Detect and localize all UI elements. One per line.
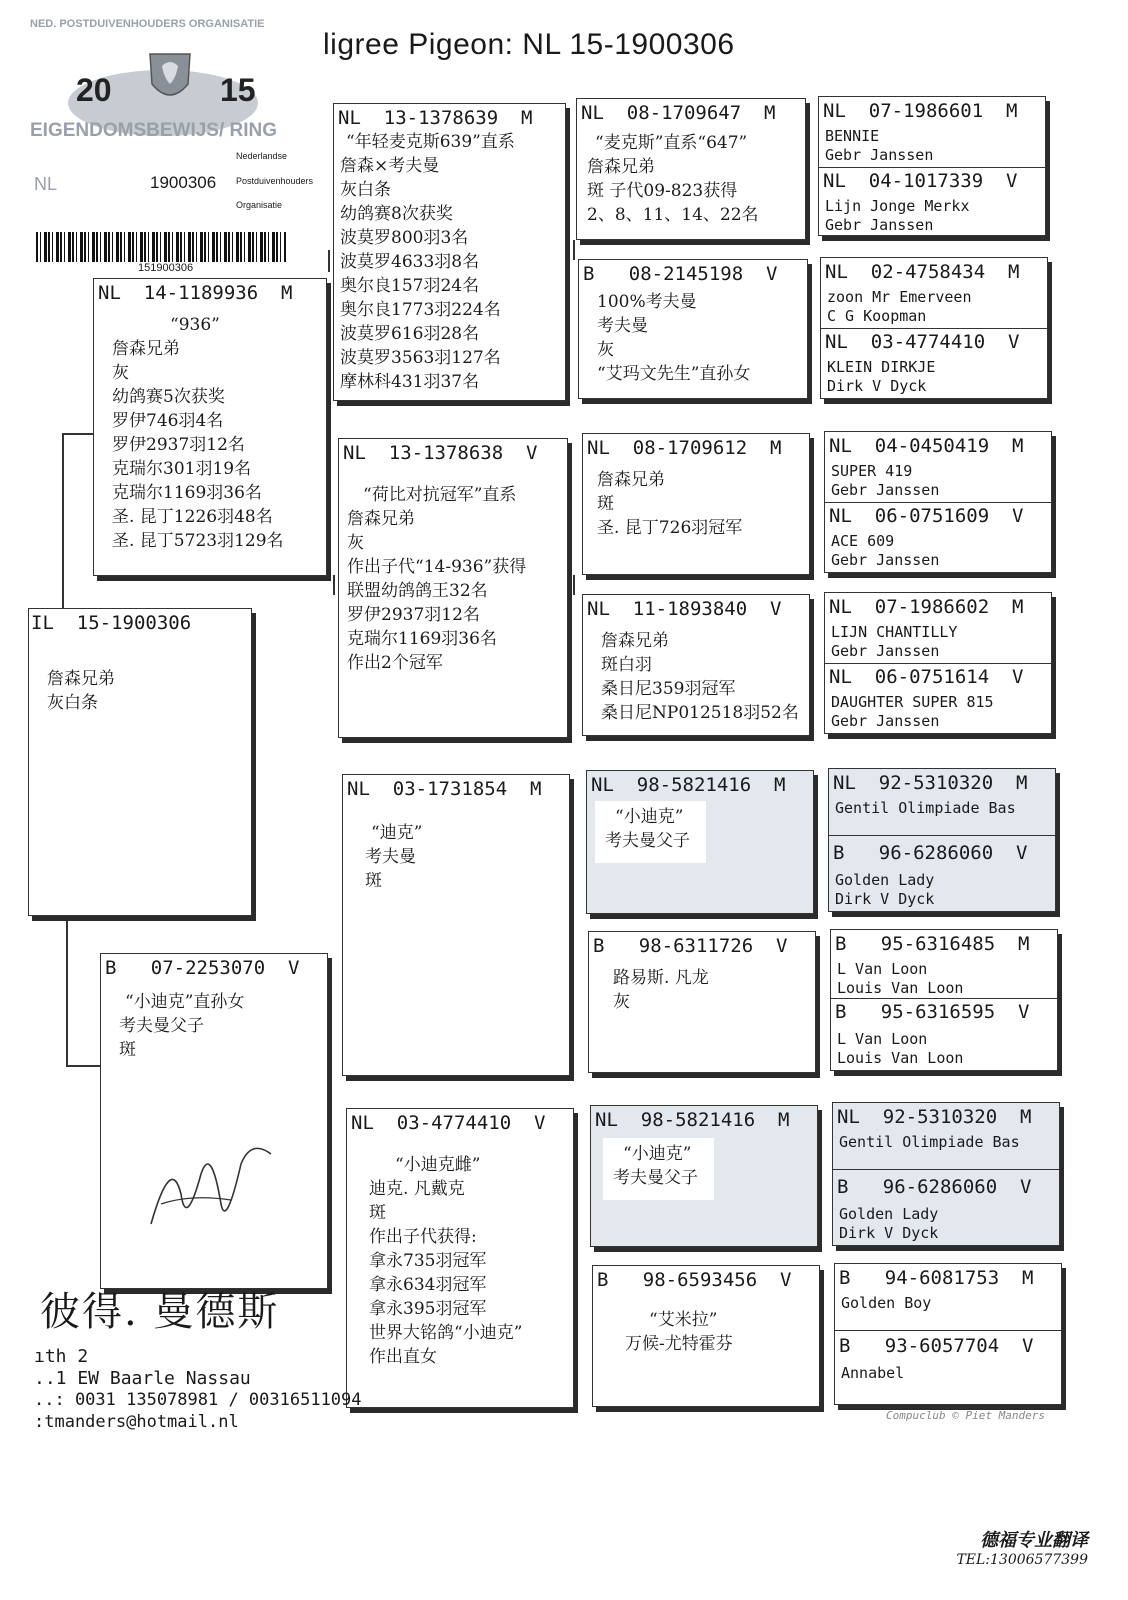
info-line: 作出子代“14-936”获得 bbox=[347, 557, 527, 577]
info-line: “艾玛文先生”直孙女 bbox=[597, 364, 751, 384]
translator-stamp bbox=[956, 1526, 1088, 1568]
ring-id: NL 11-1893840 V bbox=[587, 598, 782, 620]
stamp-brand: 德福专业翻译 bbox=[980, 1530, 1088, 1551]
info-line: “936” bbox=[170, 315, 220, 335]
pigeon-box-main bbox=[28, 608, 252, 916]
ring-id: B 07-2253070 V bbox=[105, 957, 300, 979]
info-line: 詹森兄弟 bbox=[47, 669, 115, 689]
ring-label: EIGENDOMSBEWIJS/ RING bbox=[30, 120, 278, 141]
pigeon-box-sire-dam bbox=[338, 438, 568, 738]
ring-id: NL 98-5821416 M bbox=[595, 1109, 790, 1131]
info-line: “小迪克”直孙女 bbox=[125, 992, 245, 1012]
pigeon-box-sds bbox=[582, 433, 810, 575]
ancestor-pair-4 bbox=[824, 592, 1052, 734]
connector bbox=[573, 240, 575, 260]
owner-phone: ..: 0031 135078981 / 00316511094 bbox=[34, 1390, 362, 1410]
connector bbox=[62, 433, 64, 608]
pigeon-box-dds bbox=[590, 1105, 818, 1247]
connector bbox=[328, 250, 330, 272]
ring-org-line-3: Organisatie bbox=[236, 200, 283, 210]
info-line: 考夫曼父子 bbox=[119, 1016, 204, 1036]
pigeon-box-sss bbox=[576, 98, 806, 240]
info-line: 桑日尼359羽冠军 bbox=[601, 679, 736, 699]
ring-certificate bbox=[30, 18, 314, 276]
connector bbox=[333, 575, 335, 595]
ring-id: NL 03-4774410 V bbox=[825, 331, 1020, 353]
ancestor-pair-8 bbox=[834, 1263, 1062, 1405]
info-line: 路易斯. 凡龙 bbox=[613, 968, 709, 988]
ring-id: NL 04-1017339 V bbox=[823, 170, 1018, 192]
info-line: 罗伊2937羽12名 bbox=[112, 435, 245, 455]
info-line: Dirk V Dyck bbox=[839, 1224, 939, 1242]
info-line: 拿永735羽冠军 bbox=[369, 1251, 487, 1271]
info-line: 联盟幼鸽鸽王32名 bbox=[347, 581, 488, 601]
info-line: Gentil Olimpiade Bas bbox=[839, 1133, 1020, 1151]
info-line: 迪克. 凡戴克 bbox=[369, 1179, 465, 1199]
signature-icon bbox=[131, 1134, 281, 1244]
ring-id: IL 15-1900306 bbox=[31, 612, 192, 634]
info-line: 罗伊746羽4名 bbox=[112, 411, 224, 431]
info-line: 考夫曼父子 bbox=[613, 1168, 698, 1188]
info-line: 拿永634羽冠军 bbox=[369, 1275, 487, 1295]
ring-number: 1900306 bbox=[150, 173, 217, 192]
info-line: “麦克斯”直系“647” bbox=[595, 133, 748, 153]
info-line: 詹森兄弟 bbox=[597, 470, 665, 490]
info-line: 詹森兄弟 bbox=[601, 631, 669, 651]
ring-id: NL 08-1709647 M bbox=[581, 102, 776, 124]
info-line: Louis Van Loon bbox=[837, 1049, 964, 1067]
stamp-tel: TEL:13006577399 bbox=[956, 1552, 1088, 1568]
info-line: 考夫曼 bbox=[365, 847, 416, 867]
info-line: L Van Loon bbox=[837, 1030, 928, 1048]
ancestor-pair-7 bbox=[832, 1102, 1060, 1246]
info-line: 斑 bbox=[369, 1203, 386, 1223]
ring-id: NL 08-1709612 M bbox=[587, 437, 782, 459]
ring-id: NL 03-1731854 M bbox=[347, 778, 542, 800]
info-line: 考夫曼父子 bbox=[605, 831, 690, 851]
ring-id: NL 07-1986602 M bbox=[829, 596, 1024, 618]
info-line: 作出子代获得: bbox=[369, 1227, 477, 1247]
ring-id: NL 06-0751609 V bbox=[829, 505, 1024, 527]
info-line: Gebr Janssen bbox=[831, 642, 940, 660]
info-line: C G Koopman bbox=[827, 307, 927, 325]
info-line: 斑 子代09-823获得 bbox=[587, 181, 738, 201]
owner-email: :tmanders@hotmail.nl bbox=[34, 1412, 239, 1432]
ring-id: B 93-6057704 V bbox=[839, 1335, 1034, 1357]
ancestor-pair-2 bbox=[820, 257, 1048, 399]
info-line: 灰白条 bbox=[340, 180, 391, 200]
info-line: 罗伊2937羽12名 bbox=[347, 605, 480, 625]
info-line: Gebr Janssen bbox=[831, 551, 940, 569]
info-line: 圣. 昆丁1226羽48名 bbox=[112, 507, 273, 527]
ring-id: B 96-6286060 V bbox=[837, 1176, 1032, 1198]
ring-org-line-1: Nederlandse bbox=[236, 151, 288, 161]
pigeon-box-sdd bbox=[582, 594, 810, 736]
info-line: 作出直女 bbox=[369, 1347, 437, 1367]
info-line: 波莫罗4633羽8名 bbox=[340, 252, 480, 272]
info-line: 詹森兄弟 bbox=[587, 157, 655, 177]
info-line: 斑 bbox=[365, 871, 382, 891]
info-line: 2、8、11、14、22名 bbox=[587, 205, 759, 225]
ring-id: NL 06-0751614 V bbox=[829, 666, 1024, 688]
page-title: ligree Pigeon: NL 15-1900306 bbox=[323, 28, 735, 61]
ring-id: B 95-6316595 V bbox=[835, 1001, 1030, 1023]
info-line: Dirk V Dyck bbox=[827, 377, 927, 395]
info-line: 波莫罗800羽3名 bbox=[340, 228, 469, 248]
pigeon-box-ddd bbox=[592, 1265, 820, 1407]
info-line: 幼鸽赛5次获奖 bbox=[112, 387, 225, 407]
pigeon-box-ssd bbox=[578, 259, 808, 399]
info-line: SUPER 419 bbox=[831, 462, 913, 480]
info-line: “小迪克” bbox=[615, 807, 684, 827]
pigeon-box-dsd bbox=[588, 931, 816, 1073]
pigeon-box-sire-sire bbox=[333, 103, 566, 401]
info-line: 幼鸽赛8次获奖 bbox=[340, 204, 453, 224]
info-line: 灰 bbox=[112, 363, 129, 383]
info-line: 灰 bbox=[347, 533, 364, 553]
info-line: 奥尔良1773羽224名 bbox=[340, 300, 501, 320]
ring-id: NL 13-1378638 V bbox=[343, 442, 538, 464]
info-line: 100%考夫曼 bbox=[597, 292, 697, 312]
barcode-number: 151900306 bbox=[138, 262, 194, 274]
lion-emblem-icon bbox=[140, 44, 200, 124]
info-line: “艾米拉” bbox=[649, 1310, 718, 1330]
ring-id: B 96-6286060 V bbox=[833, 842, 1028, 864]
ring-id: B 95-6316485 M bbox=[835, 933, 1030, 955]
info-line: 斑 bbox=[597, 494, 614, 514]
info-line: “年轻麦克斯639”直系 bbox=[346, 132, 515, 152]
info-line: Dirk V Dyck bbox=[835, 890, 935, 908]
info-line: Gebr Janssen bbox=[831, 712, 940, 730]
info-line: “迪克” bbox=[371, 823, 423, 843]
info-line: Louis Van Loon bbox=[837, 979, 964, 997]
connector bbox=[66, 1065, 102, 1067]
info-line: KLEIN DIRKJE bbox=[827, 358, 936, 376]
info-line: “小迪克雌” bbox=[395, 1155, 481, 1175]
ring-org-line-2: Postduivenhouders bbox=[236, 176, 314, 186]
ring-id: B 98-6311726 V bbox=[593, 935, 788, 957]
ring-id: NL 92-5310320 M bbox=[833, 772, 1028, 794]
pigeon-box-dss bbox=[586, 770, 814, 914]
ring-year-left: 20 bbox=[76, 72, 112, 108]
ring-org-text: NED. POSTDUIVENHOUDERS ORGANISATIE bbox=[30, 18, 265, 30]
info-line: 灰 bbox=[597, 340, 614, 360]
info-line: Gentil Olimpiade Bas bbox=[835, 799, 1016, 817]
info-line: “小迪克” bbox=[623, 1144, 692, 1164]
connector bbox=[62, 433, 96, 435]
info-line: Gebr Janssen bbox=[825, 216, 934, 234]
info-line: 世界大铭鸽“小迪克” bbox=[369, 1323, 523, 1343]
info-line: Golden Lady bbox=[839, 1205, 939, 1223]
info-line: 桑日尼NP012518羽52名 bbox=[601, 703, 799, 723]
ring-id: NL 13-1378639 M bbox=[338, 107, 533, 129]
info-line: 作出2个冠军 bbox=[347, 653, 443, 673]
info-line: 詹森兄弟 bbox=[112, 339, 180, 359]
owner-address-line: ..1 EW Baarle Nassau bbox=[34, 1368, 251, 1389]
ring-id: NL 04-0450419 M bbox=[829, 435, 1024, 457]
owner-name: 彼得. 曼德斯 bbox=[40, 1289, 280, 1335]
info-line: L Van Loon bbox=[837, 960, 928, 978]
ring-id: NL 92-5310320 M bbox=[837, 1106, 1032, 1128]
info-line: Gebr Janssen bbox=[825, 146, 934, 164]
info-line: BENNIE bbox=[825, 127, 880, 145]
pigeon-box-dam bbox=[100, 953, 328, 1289]
info-line: 斑白羽 bbox=[601, 655, 652, 675]
info-line: 詹森×考夫曼 bbox=[340, 156, 440, 176]
info-line: 圣. 昆丁5723羽129名 bbox=[112, 531, 284, 551]
info-line: 灰白条 bbox=[47, 693, 98, 713]
ancestor-pair-6 bbox=[830, 929, 1058, 1071]
owner-address-line: ıth 2 bbox=[34, 1346, 89, 1367]
credit-line: Compuclub © Piet Manders bbox=[886, 1409, 1045, 1422]
ring-id: NL 03-4774410 V bbox=[351, 1112, 546, 1134]
ring-id: NL 14-1189936 M bbox=[98, 282, 293, 304]
ancestor-pair-3 bbox=[824, 431, 1052, 573]
ring-country: NL bbox=[34, 174, 58, 194]
info-line: 拿永395羽冠军 bbox=[369, 1299, 487, 1319]
info-line: LIJN CHANTILLY bbox=[831, 623, 958, 641]
info-line: 奥尔良157羽24名 bbox=[340, 276, 480, 296]
info-line: 克瑞尔1169羽36名 bbox=[112, 483, 262, 503]
ring-id: NL 98-5821416 M bbox=[591, 774, 786, 796]
info-line: ACE 609 bbox=[831, 532, 895, 550]
info-line: 考夫曼 bbox=[597, 316, 648, 336]
info-line: 波莫罗616羽28名 bbox=[340, 324, 480, 344]
info-line: Golden Lady bbox=[835, 871, 935, 889]
info-line: Annabel bbox=[841, 1364, 905, 1382]
info-line: zoon Mr Emerveen bbox=[827, 288, 972, 306]
info-line: 灰 bbox=[613, 992, 630, 1012]
ancestor-pair-1 bbox=[818, 96, 1046, 236]
info-line: 摩林科431羽37名 bbox=[340, 372, 480, 392]
ring-id: B 94-6081753 M bbox=[839, 1267, 1034, 1289]
ring-year-right: 15 bbox=[220, 72, 256, 108]
info-line: 克瑞尔1169羽36名 bbox=[347, 629, 497, 649]
barcode bbox=[36, 232, 286, 262]
info-line: 斑 bbox=[119, 1040, 136, 1060]
info-line: Golden Boy bbox=[841, 1294, 932, 1312]
pigeon-box-dam-sire bbox=[342, 774, 570, 1076]
ring-id: B 08-2145198 V bbox=[583, 263, 778, 285]
connector bbox=[66, 915, 68, 1065]
info-line: Lijn Jonge Merkx bbox=[825, 197, 970, 215]
info-line: “荷比对抗冠军”直系 bbox=[363, 485, 517, 505]
info-line: 克瑞尔301羽19名 bbox=[112, 459, 252, 479]
info-line: DAUGHTER SUPER 815 bbox=[831, 693, 994, 711]
info-line: Gebr Janssen bbox=[831, 481, 940, 499]
connector bbox=[573, 575, 575, 595]
pigeon-box-sire bbox=[93, 278, 327, 576]
info-line: 万候-尤特霍芬 bbox=[625, 1334, 733, 1354]
info-line: 圣. 昆丁726羽冠军 bbox=[597, 518, 743, 538]
pigeon-box-dam-dam bbox=[346, 1108, 574, 1408]
ring-id: NL 07-1986601 M bbox=[823, 100, 1018, 122]
ring-id: NL 02-4758434 M bbox=[825, 261, 1020, 283]
info-line: 波莫罗3563羽127名 bbox=[340, 348, 501, 368]
info-line: 詹森兄弟 bbox=[347, 509, 415, 529]
ring-id: B 98-6593456 V bbox=[597, 1269, 792, 1291]
ancestor-pair-5 bbox=[828, 768, 1056, 912]
